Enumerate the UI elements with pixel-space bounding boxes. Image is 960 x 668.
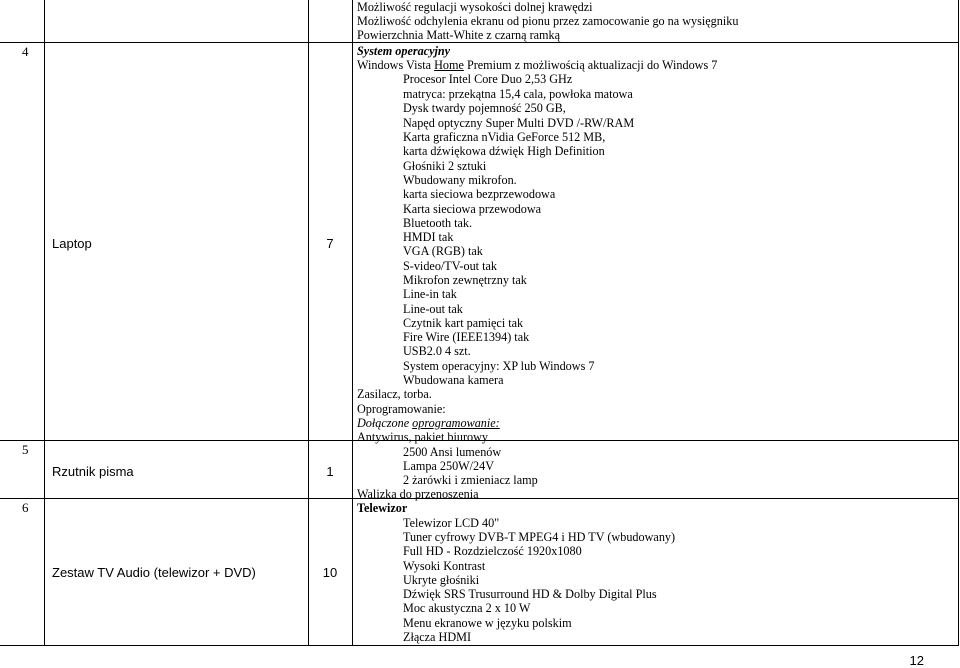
spec-line: Możliwość regulacji wysokości dolnej krawędzi — [357, 0, 593, 14]
row-number: 4 — [22, 44, 29, 59]
row-line-bottom — [0, 645, 959, 646]
spec-line: HMDI tak — [403, 230, 454, 244]
spec-line: Telewizor LCD 40" — [403, 516, 500, 530]
spec-line: 2500 Ansi lumenów — [403, 445, 502, 459]
spec-line: Line-out tak — [403, 302, 463, 316]
item-quantity: 1 — [326, 464, 334, 479]
spec-line: Karta sieciowa przewodowa — [403, 202, 542, 216]
spec-line: matryca: przekątna 15,4 cala, powłoka matowa — [403, 87, 633, 101]
spec-line: VGA (RGB) tak — [403, 244, 483, 258]
item-quantity: 7 — [326, 236, 334, 251]
item-quantity: 10 — [322, 565, 338, 580]
spec-line: karta sieciowa bezprzewodowa — [403, 187, 556, 201]
spec-line: Line-in tak — [403, 287, 457, 301]
col-line-right — [958, 0, 959, 646]
spec-line: Karta graficzna nVidia GeForce 512 MB, — [403, 130, 606, 144]
page-number: 12 — [909, 653, 924, 668]
spec-line: Możliwość odchylenia ekranu od pionu przez zamocowanie go na wysięgniku — [357, 14, 739, 28]
spec-line: Ukryte głośniki — [403, 573, 480, 587]
spec-line: Wysoki Kontrast — [403, 559, 486, 573]
spec-os-link: Home — [434, 58, 464, 72]
spec-line: Fire Wire (IEEE1394) tak — [403, 330, 530, 344]
spec-line: S-video/TV-out tak — [403, 259, 497, 273]
spec-line: 2 żarówki i zmieniacz lamp — [403, 473, 538, 487]
spec-section-heading: Telewizor — [357, 501, 408, 515]
spec-line: Tuner cyfrowy DVB-T MPEG4 i HD TV (wbudowany) — [403, 530, 676, 544]
row-number: 6 — [22, 500, 29, 515]
spec-line: Czytnik kart pamięci tak — [403, 316, 524, 330]
spec-line: Moc akustyczna 2 x 10 W — [403, 601, 531, 615]
spec-line: USB2.0 4 szt. — [403, 344, 471, 358]
spec-line: Złącza HDMI — [403, 630, 472, 644]
spec-line-bundled — [357, 416, 500, 430]
spec-line: karta dźwiękowa dźwięk High Definition — [403, 144, 605, 158]
spec-line: Full HD - Rozdzielczość 1920x1080 — [403, 544, 582, 558]
spec-bundled-link: oprogramowanie: — [412, 416, 500, 430]
spec-line: Antywirus, pakiet biurowy — [357, 430, 488, 444]
spec-section-heading: System operacyjny — [357, 44, 451, 58]
row-line-4 — [0, 42, 959, 43]
spec-line: Głośniki 2 sztuki — [403, 159, 487, 173]
spec-os-part: Windows Vista — [357, 58, 435, 72]
spec-bundled-label: Dołączone — [357, 416, 413, 430]
spec-line: Walizka do przenoszenia — [357, 487, 479, 501]
spec-os-part: Premium z możliwością aktualizacji do Windows 7 — [463, 58, 718, 72]
spec-line: Lampa 250W/24V — [403, 459, 495, 473]
spec-line: Wbudowana kamera — [403, 373, 504, 387]
spec-line: Dźwięk SRS Trusurround HD & Dolby Digital Plus — [403, 587, 657, 601]
spec-line: Powierzchnia Matt-White z czarną ramką — [357, 28, 561, 42]
spec-line: Oprogramowanie: — [357, 402, 446, 416]
col-line-name-qty — [308, 0, 309, 646]
spec-line: Mikrofon zewnętrzny tak — [403, 273, 527, 287]
item-name: Rzutnik pisma — [52, 464, 134, 479]
item-name: Zestaw TV Audio (telewizor + DVD) — [52, 565, 256, 580]
col-line-qty-spec — [352, 0, 353, 646]
spec-line: Menu ekranowe w języku polskim — [403, 616, 572, 630]
item-name: Laptop — [52, 236, 92, 251]
spec-line: Bluetooth tak. — [403, 216, 473, 230]
spec-line: Procesor Intel Core Duo 2,53 GHz — [403, 72, 573, 86]
spec-line: Dysk twardy pojemność 250 GB, — [403, 101, 566, 115]
spec-line: System operacyjny: XP lub Windows 7 — [403, 359, 595, 373]
row-number: 5 — [22, 442, 29, 457]
row-line-6 — [0, 498, 959, 499]
spec-line-os — [357, 58, 717, 72]
spec-line: Napęd optyczny Super Multi DVD /-RW/RAM — [403, 116, 635, 130]
spec-line: Zasilacz, torba. — [357, 387, 432, 401]
spec-line: Wbudowany mikrofon. — [403, 173, 517, 187]
col-line-left — [44, 0, 45, 646]
